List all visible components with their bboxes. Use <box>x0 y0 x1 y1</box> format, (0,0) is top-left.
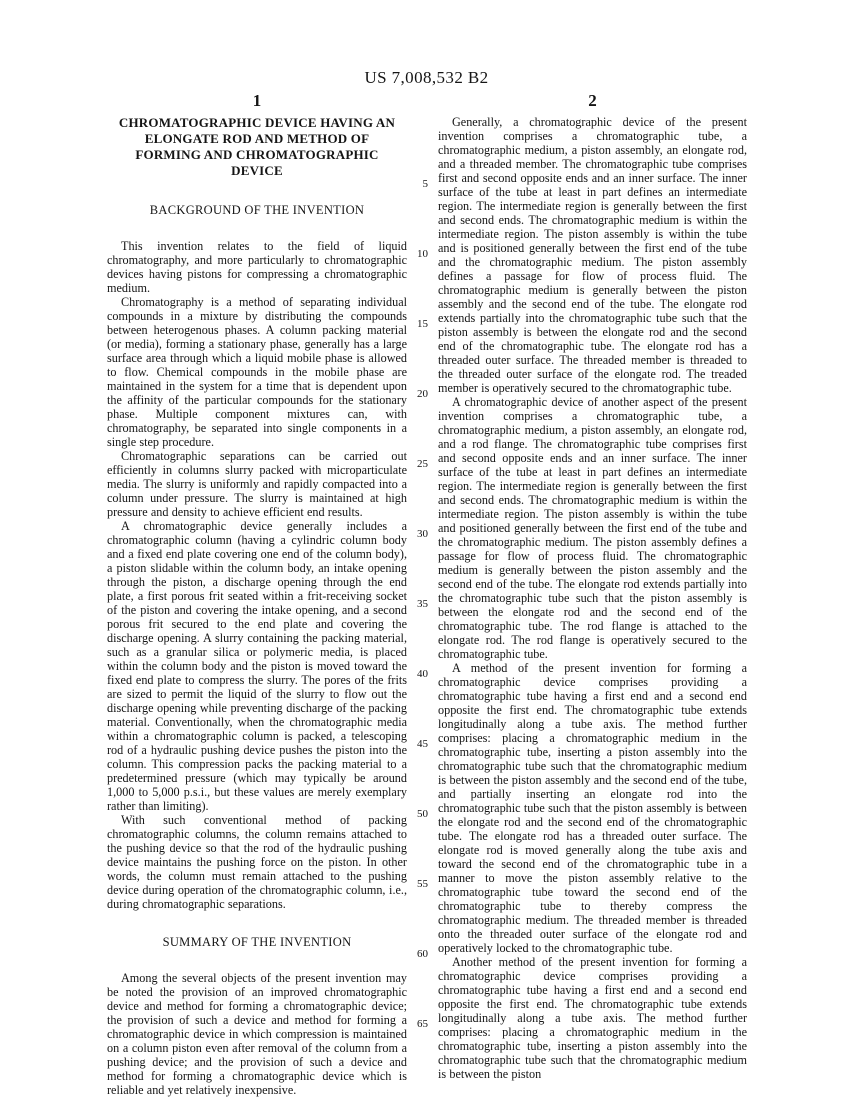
line-number: 35 <box>417 598 428 610</box>
patent-number-header: US 7,008,532 B2 <box>364 68 489 87</box>
line-number: 65 <box>417 1018 428 1030</box>
section-heading-summary: SUMMARY OF THE INVENTION <box>162 935 352 949</box>
line-number: 25 <box>417 458 428 470</box>
line-number: 20 <box>417 388 428 400</box>
right-column <box>438 92 747 1081</box>
column-number-left: 1 <box>252 91 262 110</box>
right-paragraph-1: Generally, a chromatographic device of the present invention comprises a chromatographic tube, a chromatographic medium, a piston assembly, an elongate rod, and a threaded member. The chromatographic tube comprises first and second opposite ends and an inner surface. The inner surface of the tube at least in part defines an intermediate region. The intermediate region is generally between the first and second ends. The chromatographic medium is within the intermediate region. The piston assembly is within the tube and is positioned generally between the first end of the tube and the chromatographic medium. The piston assembly defines a passage for flow of process fluid. The chromatographic medium is generally between the piston assembly and the second end of the tube. The elongate rod extends partially into the chromatographic tube such that the piston assembly is between the elongate rod and the second end of the chromatographic tube. The elongate rod has a threaded outer surface. The threaded member is threaded to the threaded outer surface of the elongate rod. The treaded member is operatively secured to the chromatographic tube. <box>438 115 747 395</box>
invention-title: CHROMATOGRAPHIC DEVICE HAVING AN ELONGATE ROD AND METHOD OF FORMING AND CHROMATOGRAPHIC DEVICE <box>118 115 396 178</box>
line-number: 30 <box>417 528 428 540</box>
background-paragraph-4: A chromatographic device generally includes a chromatographic column (having a cylindric column body and a fixed end plate covering one end of the column body), a piston slidable within the column body, an intake opening through the piston, a discharge opening through the end plate, a first porous frit seated within a frit-receiving socket of the piston and covering the intake opening, and a second porous frit secured to the end plate and covering the discharge opening. A slurry containing the packing material, such as a granular silica or polymeric media, is placed within the column body and the piston is moved toward the fixed end plate to compress the slurry. The pores of the frits are sized to permit the liquid of the slurry to flow out the discharge opening while preventing discharge of the packing material. Conventionally, when the chromatographic media within a chromatographic column is packed, a telescoping rod of a hydraulic pushing device pushes the piston into the column. This compression packs the packing material to a predetermined pressure (which may typically be around 1,000 to 5,000 p.s.i., but these values are merely exemplary rather than limiting). <box>107 519 407 813</box>
line-number: 5 <box>422 178 428 190</box>
right-paragraph-3: A method of the present invention for forming a chromatographic device comprises providing a chromatographic tube having a first end and a second end opposite the first end. The chromatographic tube extends longitudinally along a tube axis. The method further comprises: placing a chromatographic medium in the chromatographic tube, inserting a piston assembly into the chromatographic tube such that the chromatographic medium is between the piston assembly and the second end of the tube, and partially inserting an elongate rod into the chromatographic tube such that the piston assembly is between the elongate rod and the second end of the chromatographic tube. The elongate rod has a threaded outer surface. The elongate rod is moved generally along the tube axis and toward the second end of the chromatographic tube in a manner to move the piston assembly relative to the chromatographic tube toward the second end of the chromatographic tube to thereby compress the chromatographic medium. The threaded member is threaded onto the threaded outer surface of the elongate rod and operatively locked to the chromatographic tube. <box>438 661 747 955</box>
right-paragraph-4: Another method of the present invention for forming a chromatographic device comprises providing a chromatographic tube having a first end and a second end opposite the first end. The chromatographic tube extends longitudinally along a tube axis. The method further comprises: placing a chromatographic medium in the chromatographic tube, inserting a piston assembly into the chromatographic tube such that the chromatographic medium is between the piston <box>438 955 747 1081</box>
background-paragraph-2: Chromatography is a method of separating individual compounds in a mixture by distributing the compounds between heterogenous phases. A column packing material (or media), forming a stationary phase, generally has a large surface area through which a liquid mobile phase is allowed to flow. Chemical compounds in the mobile phase are maintained in the system for a time that is dependent upon the affinity of the particular compounds for the stationary phase. Multiple component mixtures can, with chromatography, be separated into single components in a single step procedure. <box>107 295 407 449</box>
background-paragraph-3: Chromatographic separations can be carried out efficiently in columns slurry packed with microparticulate media. The slurry is uniformly and rapidly compacted into a column under pressure. The slurry is maintained at high pressure and density to achieve efficient end results. <box>107 449 407 519</box>
column-number-right: 2 <box>588 91 597 110</box>
line-number: 55 <box>417 878 428 890</box>
line-number: 15 <box>417 318 428 330</box>
summary-paragraph-1: Among the several objects of the present invention may be noted the provision of an improved chromatographic device and method for forming a chromatographic device; the provision of such a device and method for forming a chromatographic device in which compression is maintained on a column piston even after removal of the column from a pushing device; and the provision of such a device and method for forming a chromatographic device which is reliable and yet relatively inexpensive. <box>107 971 407 1097</box>
background-paragraph-5: With such conventional method of packing chromatographic columns, the column remains attached to the pushing device so that the rod of the hydraulic pushing device maintains the pushing force on the piston. In other words, the column must remain attached to the pushing device during operation of the chromatographic column, i.e., during chromatographic separations. <box>107 813 407 911</box>
background-paragraph-1: This invention relates to the field of liquid chromatography, and more particularly to chromatographic devices having pistons for compressing a chromatographic medium. <box>107 239 407 295</box>
line-number: 10 <box>417 248 428 260</box>
line-number: 60 <box>417 948 428 960</box>
line-number: 50 <box>417 808 428 820</box>
line-number: 40 <box>417 668 428 680</box>
line-number: 45 <box>417 738 428 750</box>
section-heading-background: BACKGROUND OF THE INVENTION <box>149 203 365 217</box>
right-paragraph-2: A chromatographic device of another aspect of the present invention comprises a chromatographic tube, a chromatographic medium, a piston assembly, an elongate rod, and a rod flange. The chromatographic tube comprises first and second opposite ends and an inner surface. The inner surface of the tube at least in part defines an intermediate region. The intermediate region is generally between the first and second ends. The chromatographic medium is within the intermediate region. The piston assembly is within the tube and positioned generally between the first end of the tube and the chromatographic medium. The piston assembly defines a passage for flow of process fluid. The chromatographic medium is generally between the piston assembly and the second end of the tube. The elongate rod extends partially into the chromatographic tube such that the piston assembly is between the elongate rod and the second end of the chromatographic tube. The rod flange is attached to the elongate rod. The rod flange is operatively secured to the chromatographic tube. <box>438 395 747 661</box>
line-number-gutter <box>398 0 428 1100</box>
left-column <box>107 92 407 1097</box>
